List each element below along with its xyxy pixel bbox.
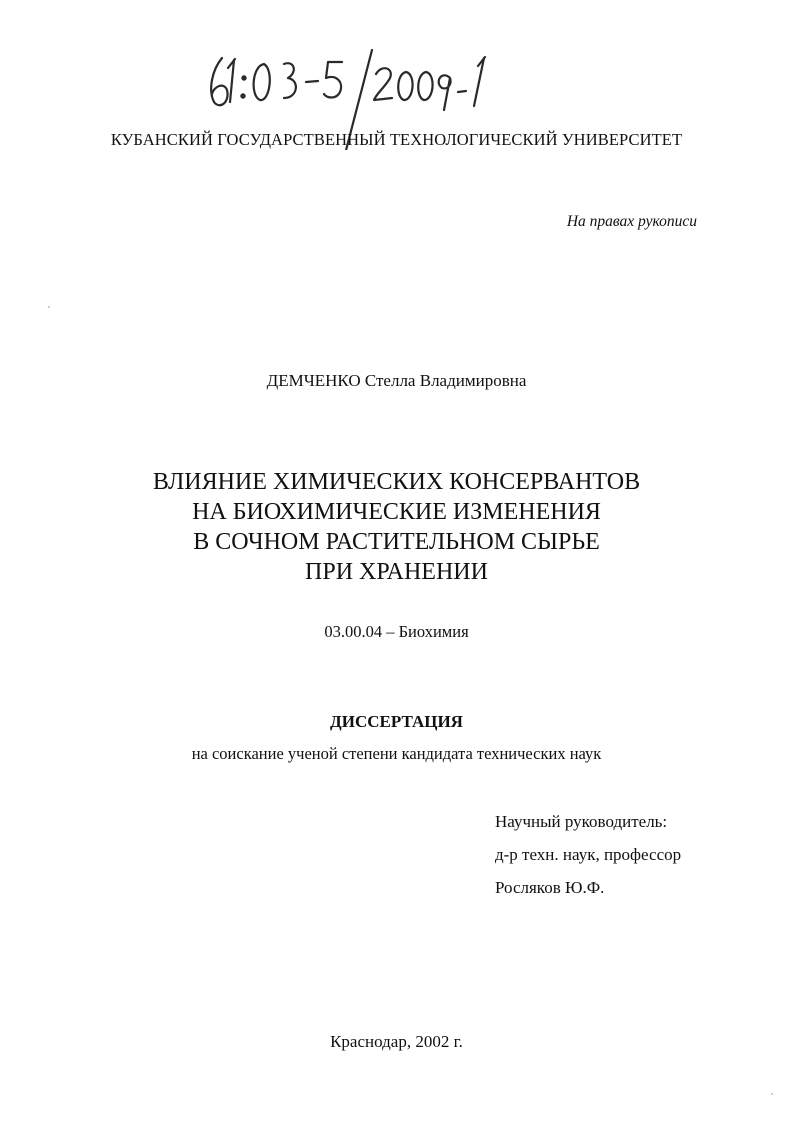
document-type: ДИССЕРТАЦИЯ xyxy=(330,712,463,731)
title-line: В СОЧНОМ РАСТИТЕЛЬНОМ СЫРЬЕ xyxy=(193,529,600,555)
title-line: ВЛИЯНИЕ ХИМИЧЕСКИХ КОНСЕРВАНТОВ xyxy=(152,469,641,495)
scan-speck xyxy=(48,306,50,308)
supervisor-block xyxy=(495,805,681,904)
scan-speck xyxy=(771,1093,773,1095)
supervisor-label: Научный руководитель: xyxy=(495,812,668,831)
university-name: КУБАНСКИЙ ГОСУДАРСТВЕННЫЙ ТЕХНОЛОГИЧЕСКИЙ УНИВЕРСИТЕТ xyxy=(110,130,683,149)
specialty-code: 03.00.04 – Биохимия xyxy=(324,622,469,641)
manuscript-rights-note: На правах рукописи xyxy=(566,213,697,230)
supervisor-credentials: д-р техн. наук, профессор xyxy=(495,845,682,864)
title-line: ПРИ ХРАНЕНИИ xyxy=(305,559,488,585)
dissertation-title xyxy=(0,467,793,587)
city-and-year: Краснодар, 2002 г. xyxy=(330,1032,463,1051)
title-line: НА БИОХИМИЧЕСКИЕ ИЗМЕНЕНИЯ xyxy=(192,499,601,525)
degree-description: на соискание ученой степени кандидата технических наук xyxy=(191,744,602,763)
author-name: ДЕМЧЕНКО Стелла Владимировна xyxy=(266,371,527,390)
supervisor-name: Росляков Ю.Ф. xyxy=(495,878,605,897)
